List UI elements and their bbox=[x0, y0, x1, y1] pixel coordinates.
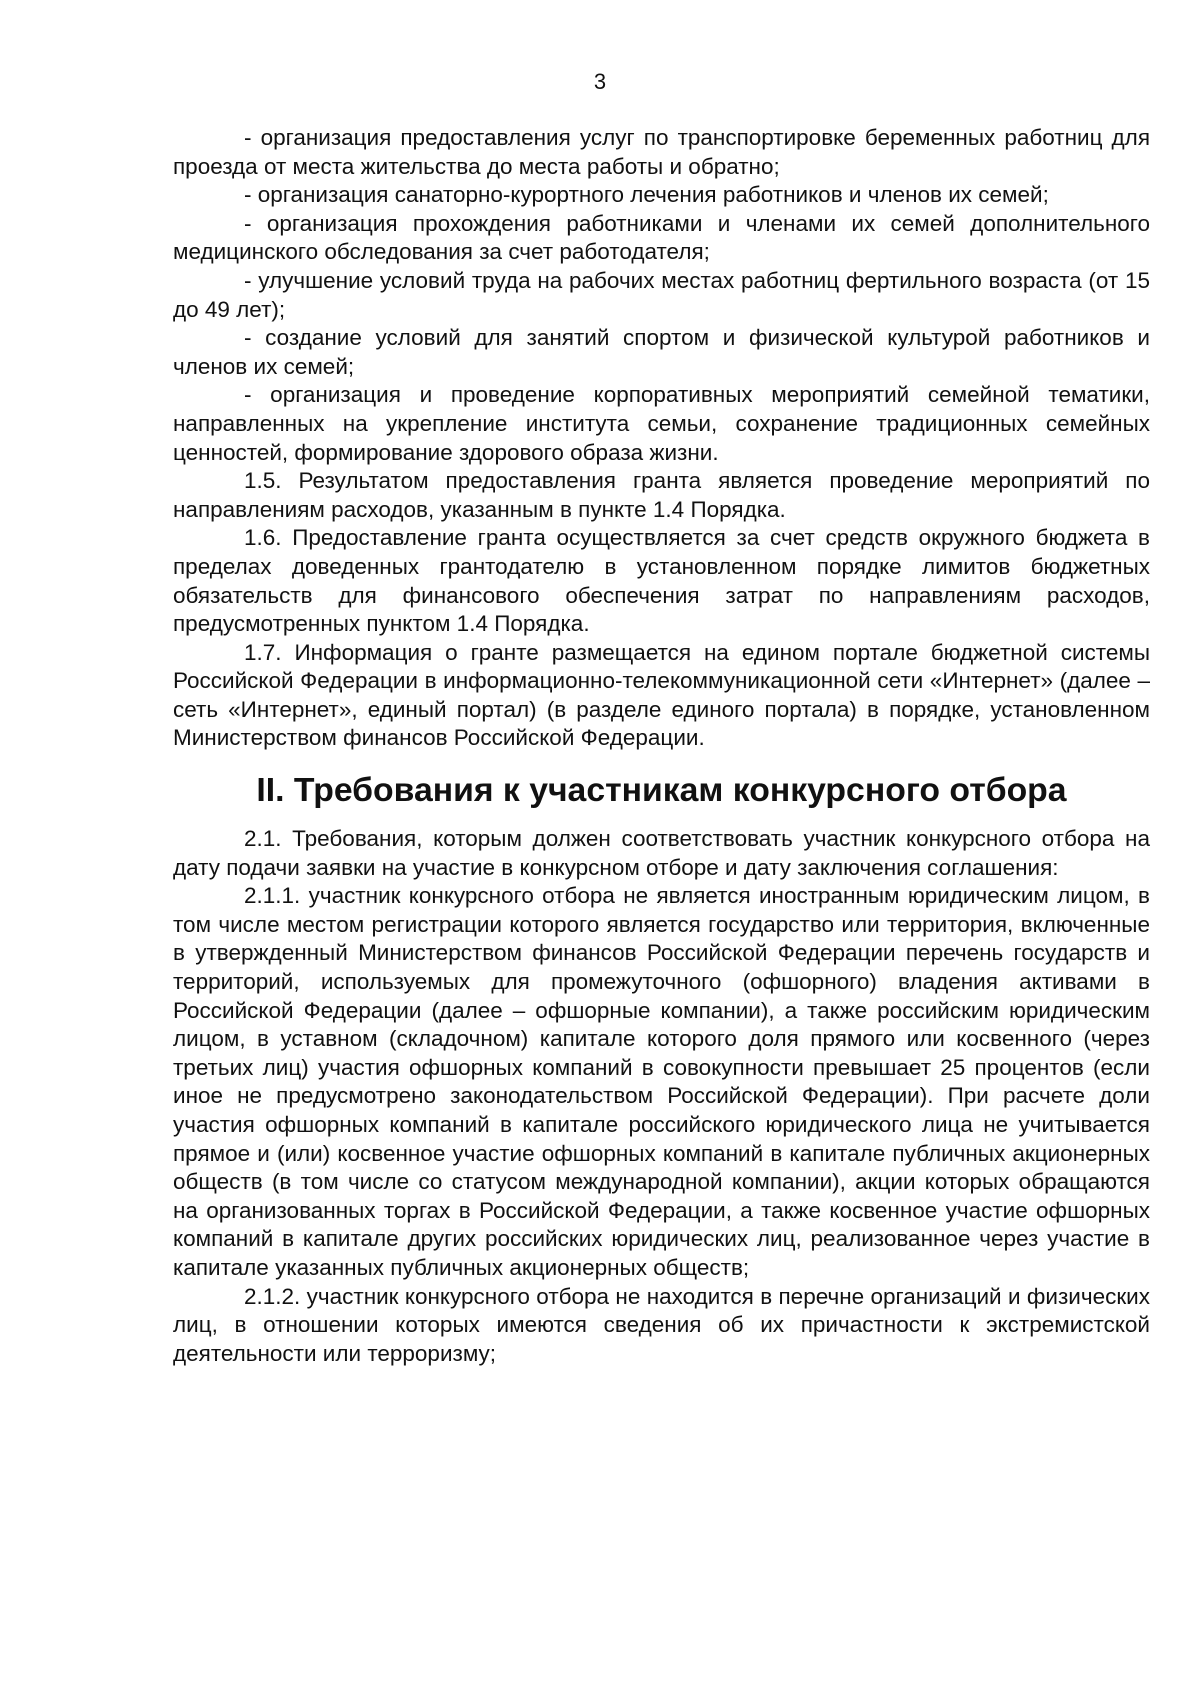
document-body bbox=[173, 124, 1150, 1368]
clause-1-5: 1.5. Результатом предоставления гранта является проведение мероприятий по направлениям расходов, указанным в пункте 1.4 Порядка. bbox=[173, 468, 1150, 522]
list-item-sports-conditions: - создание условий для занятий спортом и физической культурой работников и членов их семей; bbox=[173, 325, 1150, 379]
clause-2-1-1: 2.1.1. участник конкурсного отбора не является иностранным юридическим лицом, в том числе местом регистрации которого является государство или территория, включенные в утвержденный Министерством финансов Российской Федерации перечень государств и территорий, используемых для промежуточного (офшорного) владения активами в Российской Федерации (далее – офшорные компании), а также российским юридическим лицом, в уставном (складочном) капитале которого доля прямого или косвенного (через третьих лиц) участия офшорных компаний в совокупности превышает 25 процентов (если иное не предусмотрено законодательством Российской Федерации). При расчете доли участия офшорных компаний в капитале российского юридического лица не учитывается прямое и (или) косвенное участие офшорных компаний в капитале публичных акционерных обществ (в том числе со статусом международной компании), акции которых обращаются на организованных торгах в Российской Федерации, а также косвенное участие офшорных компаний в капитале других российских юридических лиц, реализованное через участие в капитале указанных публичных акционерных обществ; bbox=[173, 883, 1150, 1280]
list-item-pregnant-transport: - организация предоставления услуг по транспортировке беременных работниц для проезда от места жительства до места работы и обратно; bbox=[173, 125, 1150, 179]
section-heading: II. Требования к участникам конкурсного отбора bbox=[256, 771, 1067, 810]
clause-1-6: 1.6. Предоставление гранта осуществляется за счет средств окружного бюджета в пределах доведенных грантодателю в установленном порядке лимитов бюджетных обязательств для финансового обеспечения затрат по направлениям расходов, предусмотренных пунктом 1.4 Порядка. bbox=[173, 525, 1150, 637]
list-item-sanatorium-treatment: - организация санаторно-курортного лечения работников и членов их семей; bbox=[244, 182, 1049, 208]
list-item-medical-examination: - организация прохождения работниками и членами их семей дополнительного медицинского обследования за счет работодателя; bbox=[173, 210, 1150, 265]
clause-2-1: 2.1. Требования, которым должен соответствовать участник конкурсного отбора на дату подачи заявки на участие в конкурсном отборе и дату заключения соглашения: bbox=[173, 826, 1150, 880]
list-item-working-conditions: - улучшение условий труда на рабочих местах работниц фертильного возраста (от 15 до 49 лет); bbox=[173, 267, 1150, 322]
page-number: 3 bbox=[593, 69, 607, 94]
list-item-corporate-events: - организация и проведение корпоративных мероприятий семейной тематики, направленных на укрепление института семьи, сохранение традиционных семейных ценностей, формирование здорового образа жизни. bbox=[173, 382, 1150, 465]
clause-1-7: 1.7. Информация о гранте размещается на едином портале бюджетной системы Российской Федерации в информационно-телекоммуникационной сети «Интернет» (далее – сеть «Интернет», единый портал) (в разделе единого портала) в порядке, установленном Министерством финансов Российской Федерации. bbox=[173, 639, 1150, 751]
clause-2-1-2: 2.1.2. участник конкурсного отбора не находится в перечне организаций и физических лиц, в отношении которых имеются сведения об их причастности к экстремистской деятельности или терроризму; bbox=[173, 1283, 1150, 1366]
